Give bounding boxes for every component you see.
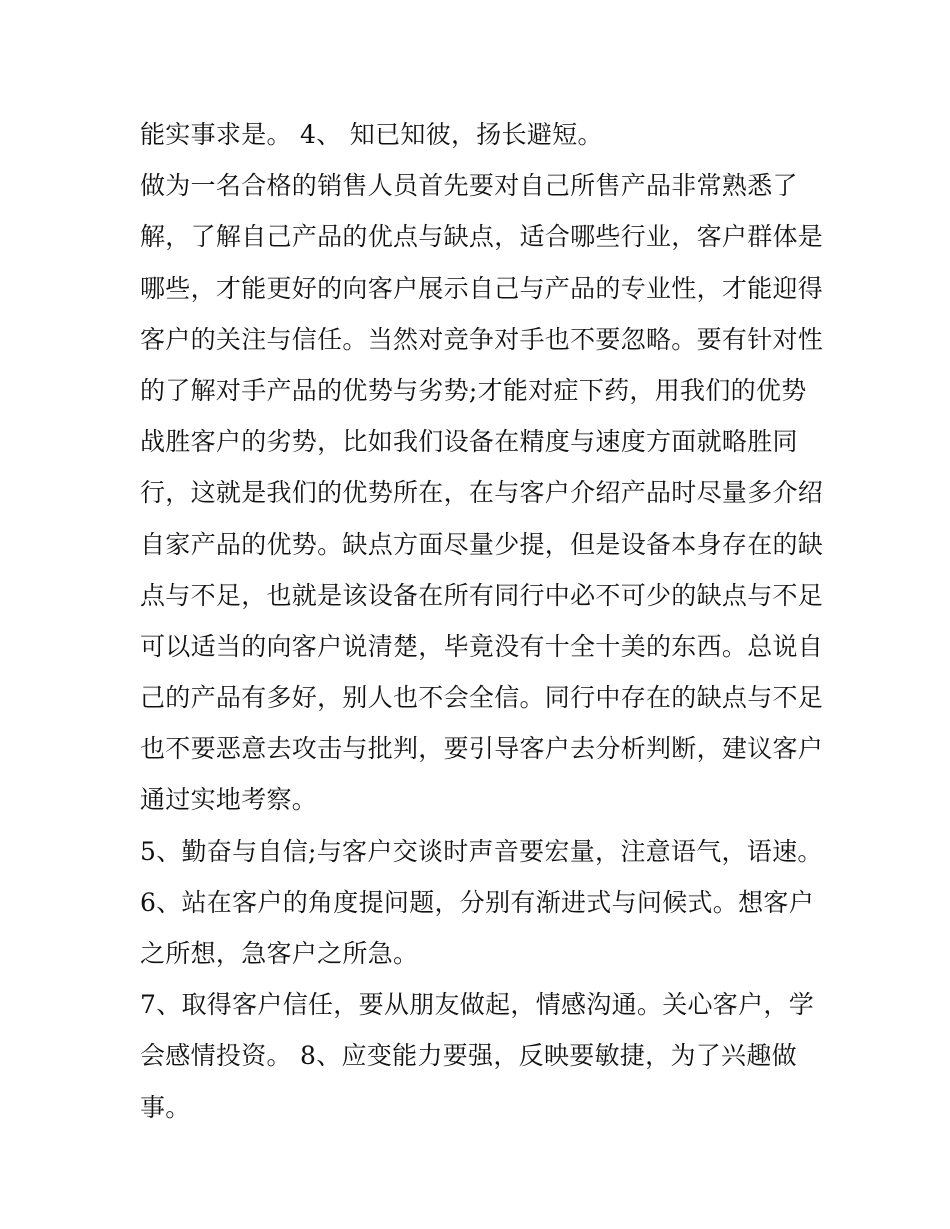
text-line: 行，这就是我们的优势所在，在与客户介绍产品时尽量多介绍 [140,478,824,508]
body-text [140,109,824,1133]
text-line: 也不要恶意去攻击与批判，要引导客户去分析判断，建议客户 [140,734,824,764]
text-line: 己的产品有多好，别人也不会全信。同行中存在的缺点与不足 [140,683,824,713]
text-line: 5、勤奋与自信;与客户交谈时声音要宏量，注意语气，语速。 [140,836,823,866]
text-line: 的了解对手产品的优势与劣势;才能对症下药，用我们的优势 [140,375,807,405]
text-line: 能实事求是。 4、 知已知彼，扬长避短。 [140,120,603,149]
text-line: 点与不足，也就是该设备在所有同行中必不可少的缺点与不足 [140,580,824,610]
text-line: 哪些，才能更好的向客户展示自己与产品的专业性，才能迎得 [140,273,824,303]
text-line: 事。 [140,1092,191,1122]
text-line: 做为一名合格的销售人员首先要对自己所售产品非常熟悉了 [140,171,798,201]
text-line: 自家产品的优势。缺点方面尽量少提，但是设备本身存在的缺 [140,529,824,559]
text-line: 通过实地考察。 [140,785,318,815]
text-line: 会感情投资。 8、应变能力要强，反映要敏捷，为了兴趣做 [140,1041,797,1071]
text-line: 解，了解自己产品的优点与缺点，适合哪些行业，客户群体是 [140,222,824,252]
text-line: 客户的关注与信任。当然对竞争对手也不要忽略。要有针对性 [140,324,824,354]
text-line: 之所想，急客户之所急。 [140,939,419,968]
text-line: 6、站在客户的角度提问题，分别有渐进式与问候式。想客户 [140,887,815,917]
text-line: 7、取得客户信任，要从朋友做起，情感沟通。关心客户，学 [140,990,815,1020]
text-line: 战胜客户的劣势，比如我们设备在精度与速度方面就略胜同 [140,427,798,457]
text-line: 可以适当的向客户说清楚，毕竟没有十全十美的东西。总说自 [140,631,824,661]
